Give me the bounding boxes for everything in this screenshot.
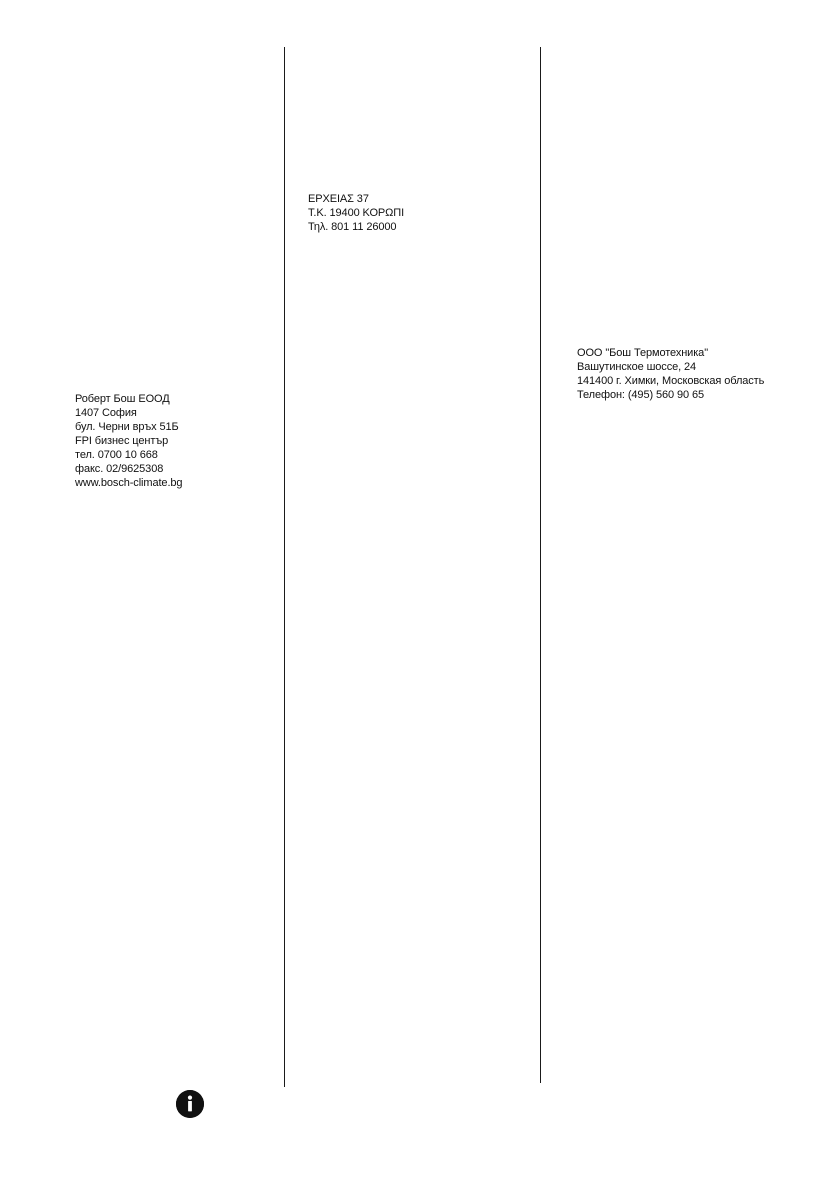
address-block-russia (577, 346, 764, 402)
company-name: Роберт Бош ЕООД (75, 393, 170, 405)
fax-number: факс. 02/9625308 (75, 463, 164, 475)
website: www.bosch-climate.bg (75, 477, 183, 489)
address-block-greece (308, 192, 404, 234)
street-address: бул. Черни връх 51Б (75, 421, 179, 433)
postal-city: 141400 г. Химки, Московская область (577, 375, 765, 387)
column-divider-left (284, 47, 285, 1087)
street-address: ΕΡΧΕΙΑΣ 37 (308, 193, 369, 205)
postal-city: 1407 София (75, 407, 137, 419)
postal-city: Τ.Κ. 19400 ΚΟΡΩΠΙ (308, 207, 405, 219)
phone-number: Τηλ. 801 11 26000 (308, 221, 397, 233)
phone-number: тел. 0700 10 668 (75, 449, 158, 461)
column-divider-right (540, 47, 541, 1083)
info-icon (176, 1090, 204, 1118)
street-address: Вашутинское шоссе, 24 (577, 361, 697, 373)
company-name: ООО "Бош Термотехника" (577, 347, 709, 359)
phone-number: Телефон: (495) 560 90 65 (577, 389, 705, 401)
address-block-bulgaria (75, 392, 182, 490)
building-name: FPI бизнес център (75, 435, 169, 447)
